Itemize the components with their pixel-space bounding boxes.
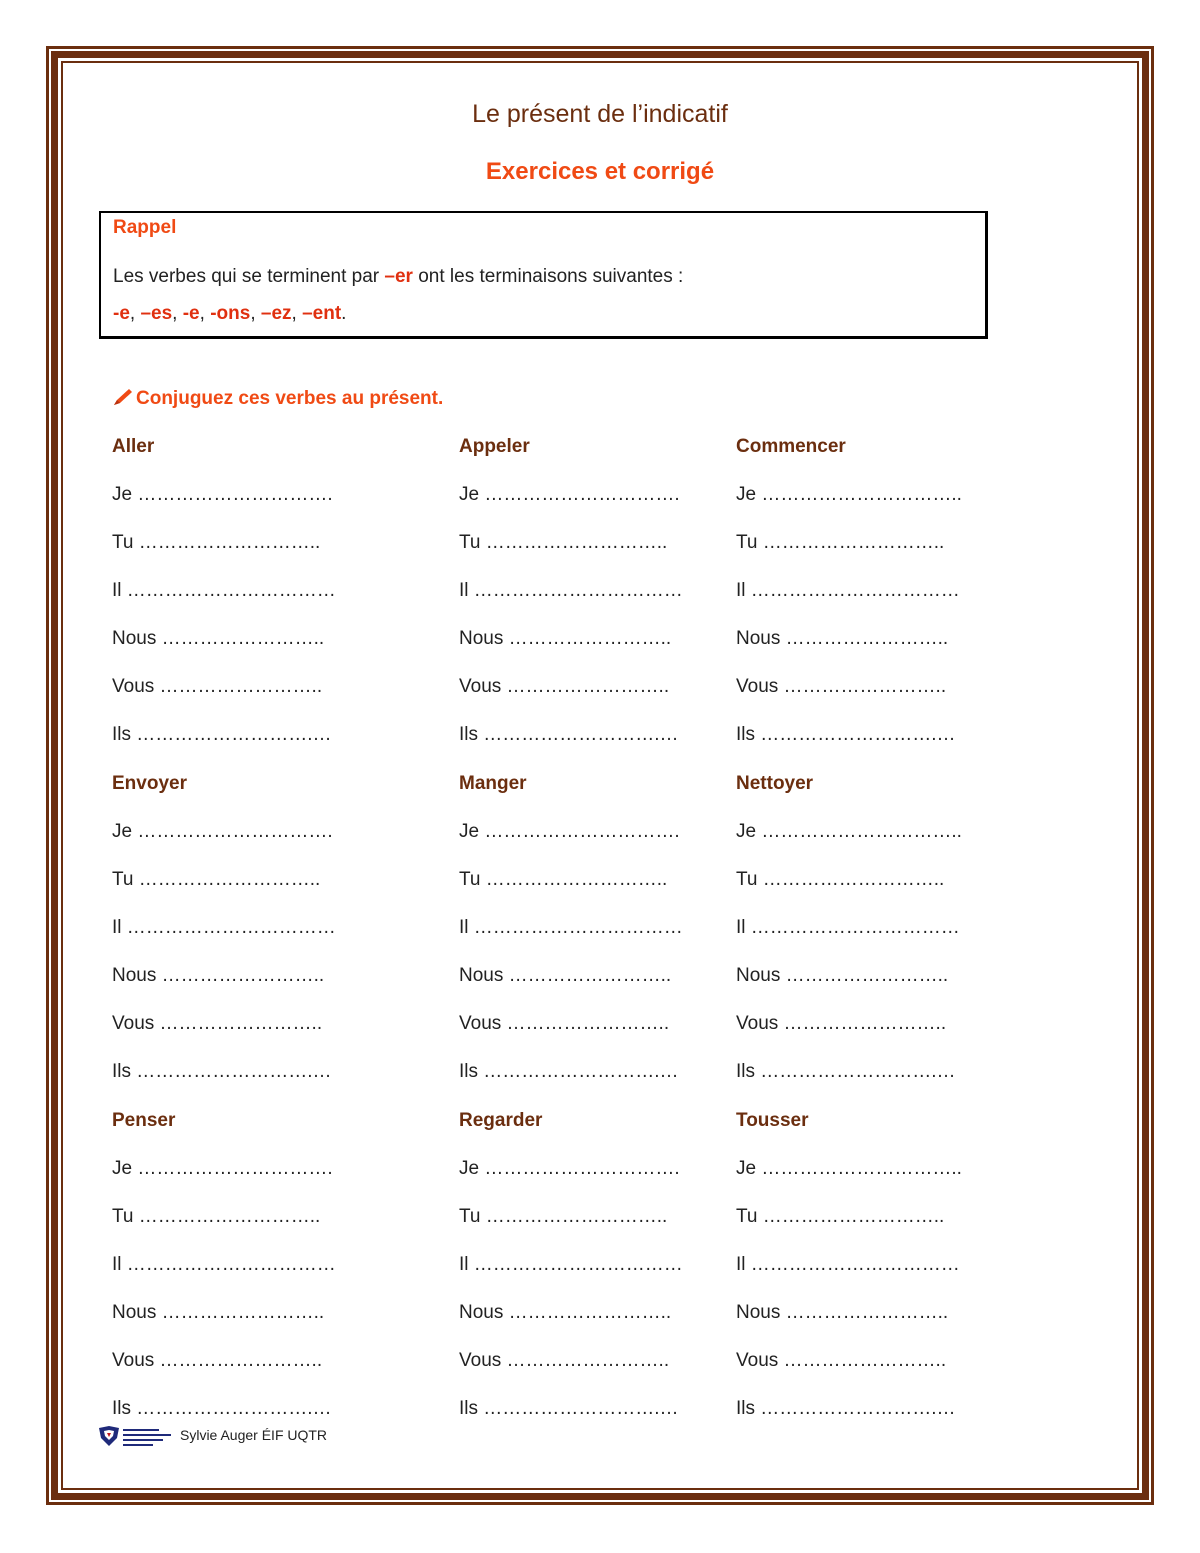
rappel-text-before: Les verbes qui se terminent par	[113, 266, 385, 287]
conjugation-line-nous: Nous ……………………..	[112, 965, 325, 986]
conjugation-line-ils: Ils ……………………….…	[459, 1398, 679, 1419]
conjugation-line-ils: Ils ……………………….…	[459, 1061, 679, 1082]
conjugation-line-vous: Vous ……………………..	[459, 676, 670, 697]
verb-name: Regarder	[459, 1110, 543, 1131]
conjugation-line-tu: Tu ………………………..	[459, 869, 668, 890]
page-subtitle: Exercices et corrigé	[485, 158, 715, 185]
conjugation-line-il: Il ……………………………	[459, 917, 683, 938]
ending-separator: ,	[199, 303, 211, 324]
conjugation-line-il: Il ……………………………	[459, 580, 683, 601]
conjugation-line-vous: Vous ……………………..	[112, 1350, 323, 1371]
ending: –ent	[302, 303, 342, 324]
verb-name: Commencer	[736, 436, 846, 457]
conjugation-line-nous: Nous ……………………..	[736, 628, 949, 649]
conjugation-line-tu: Tu ………………………..	[112, 532, 321, 553]
ending-separator: ,	[250, 303, 261, 324]
verb-name: Envoyer	[112, 773, 187, 794]
ending-separator: ,	[291, 303, 303, 324]
conjugation-line-ils: Ils ……………………….…	[459, 724, 679, 745]
conjugation-line-je: Je …………………………..	[736, 821, 962, 842]
conjugation-line-vous: Vous ……………………..	[112, 676, 323, 697]
conjugation-line-vous: Vous ……………………..	[736, 676, 947, 697]
conjugation-line-tu: Tu ………………………..	[112, 1206, 321, 1227]
rappel-title: Rappel	[113, 217, 177, 238]
conjugation-line-nous: Nous ……………………..	[736, 1302, 949, 1323]
conjugation-line-je: Je …………………………..	[736, 484, 962, 505]
conjugation-line-nous: Nous ……………………..	[459, 965, 672, 986]
conjugation-line-tu: Tu ………………………..	[736, 1206, 945, 1227]
verb-name: Nettoyer	[736, 773, 814, 794]
conjugation-line-vous: Vous ……………………..	[112, 1013, 323, 1034]
rappel-text-after: ont les terminaisons suivantes :	[412, 266, 684, 287]
conjugation-line-tu: Tu ………………………..	[112, 869, 321, 890]
rappel-text-ending: –er	[384, 266, 413, 287]
conjugation-line-je: Je ………………………….	[459, 1158, 680, 1179]
conjugation-line-tu: Tu ………………………..	[736, 869, 945, 890]
conjugation-line-ils: Ils ……………………….…	[736, 1398, 956, 1419]
page-title: Le présent de l’indicatif	[472, 100, 728, 128]
verb-name: Aller	[112, 436, 155, 457]
conjugation-line-nous: Nous ……………………..	[112, 1302, 325, 1323]
verb-name: Manger	[459, 773, 527, 794]
conjugation-line-ils: Ils ……………………….…	[112, 1061, 332, 1082]
conjugation-line-ils: Ils ……………………….…	[736, 1061, 956, 1082]
conjugation-line-vous: Vous ……………………..	[736, 1013, 947, 1034]
conjugation-line-vous: Vous ……………………..	[459, 1350, 670, 1371]
conjugation-line-vous: Vous ……………………..	[736, 1350, 947, 1371]
ending-separator: ,	[129, 303, 141, 324]
conjugation-line-il: Il ……………………………	[112, 917, 336, 938]
conjugation-line-il: Il ……………………………	[112, 580, 336, 601]
school-logo-icon	[96, 1424, 178, 1455]
conjugation-line-je: Je ………………………….	[112, 1158, 333, 1179]
instruction-label: Conjuguez ces verbes au présent.	[136, 388, 444, 409]
conjugation-line-tu: Tu ………………………..	[736, 532, 945, 553]
ending: -e	[182, 303, 200, 324]
conjugation-line-ils: Ils ……………………….…	[112, 1398, 332, 1419]
conjugation-line-tu: Tu ………………………..	[459, 532, 668, 553]
rappel-endings	[113, 303, 346, 325]
ending: –es	[140, 303, 173, 324]
ending-separator: ,	[172, 303, 183, 324]
conjugation-line-il: Il ……………………………	[736, 1254, 960, 1275]
conjugation-line-il: Il ……………………………	[736, 580, 960, 601]
rappel-text	[113, 266, 683, 288]
rappel-box	[99, 211, 988, 339]
conjugation-line-je: Je …………………………..	[736, 1158, 962, 1179]
footer-author: Sylvie Auger ÉIF UQTR	[180, 1427, 328, 1443]
pencil-icon	[112, 388, 136, 409]
verb-name: Appeler	[459, 436, 530, 457]
conjugation-line-nous: Nous ……………………..	[459, 1302, 672, 1323]
verb-name: Tousser	[736, 1110, 809, 1131]
conjugation-line-vous: Vous ……………………..	[459, 1013, 670, 1034]
conjugation-line-je: Je ………………………….	[112, 484, 333, 505]
conjugation-line-je: Je ………………………….	[459, 484, 680, 505]
verb-name: Penser	[112, 1110, 176, 1131]
ending: -ons	[210, 303, 251, 324]
conjugation-line-tu: Tu ………………………..	[459, 1206, 668, 1227]
conjugation-line-il: Il ……………………………	[459, 1254, 683, 1275]
conjugation-line-ils: Ils ……………………….…	[112, 724, 332, 745]
conjugation-line-ils: Ils ……………………….…	[736, 724, 956, 745]
conjugation-line-il: Il ……………………………	[112, 1254, 336, 1275]
conjugation-line-je: Je ………………………….	[112, 821, 333, 842]
conjugation-line-il: Il ……………………………	[736, 917, 960, 938]
instruction	[112, 388, 443, 410]
ending: -e	[113, 303, 130, 324]
ending: –ez	[260, 303, 292, 324]
conjugation-line-nous: Nous ……………………..	[736, 965, 949, 986]
conjugation-line-nous: Nous ……………………..	[112, 628, 325, 649]
ending-terminator: .	[341, 303, 347, 324]
conjugation-line-je: Je ………………………….	[459, 821, 680, 842]
conjugation-line-nous: Nous ……………………..	[459, 628, 672, 649]
